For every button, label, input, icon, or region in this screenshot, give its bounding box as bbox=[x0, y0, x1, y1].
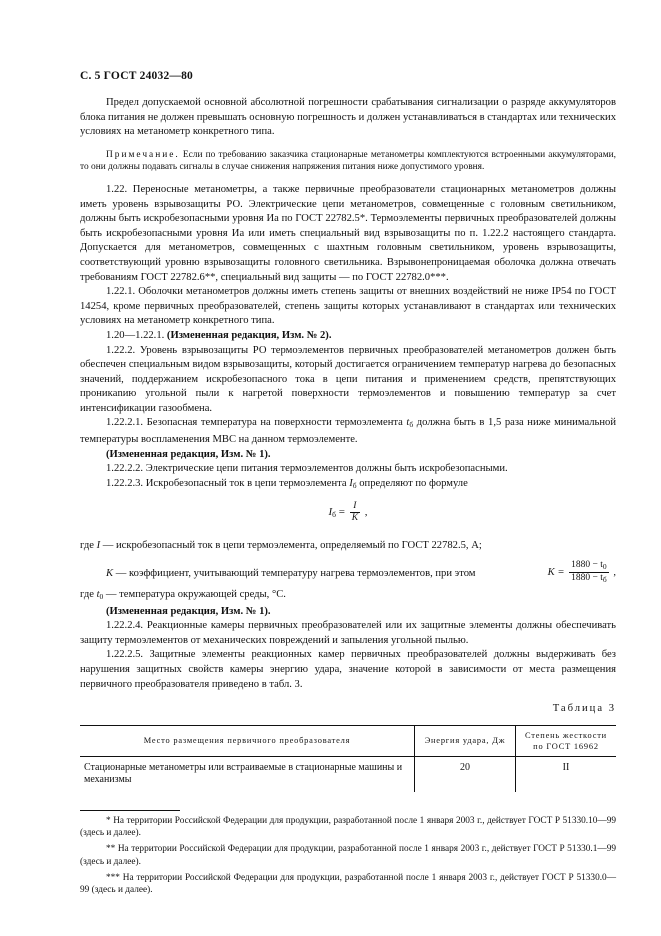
k-num-sub: 0 bbox=[602, 562, 607, 572]
formula-fraction bbox=[350, 501, 360, 524]
document-body bbox=[80, 96, 616, 897]
page-header: С. 5 ГОСТ 24032—80 bbox=[80, 70, 193, 82]
table-cell-energy: 20 bbox=[415, 756, 516, 792]
table-header-row bbox=[80, 725, 616, 756]
table-row bbox=[80, 756, 616, 792]
text-part: — температура окружающей среды, °С. bbox=[103, 589, 286, 601]
formula-lhs: I bbox=[328, 506, 333, 519]
subscript: б bbox=[352, 480, 357, 490]
formula-current bbox=[80, 501, 616, 529]
text-part: 1.22.2.1. Безопасная температура на поверхности термоэлемента bbox=[106, 417, 407, 429]
subscript: 0 bbox=[99, 592, 104, 602]
text-part: где bbox=[80, 540, 97, 552]
k-num-text: 1880 − t bbox=[571, 560, 603, 571]
table-title: Таблица 3 bbox=[552, 703, 616, 715]
text-part: — коэффициент, учитывающий температуру нагрева термоэлементов, при этом bbox=[113, 568, 476, 580]
fraction-numerator: I bbox=[350, 501, 360, 513]
variable-I: I bbox=[349, 477, 353, 489]
footnote-divider bbox=[80, 810, 180, 811]
formula-tail: , bbox=[362, 506, 368, 519]
table-cell-location: Стационарные метанометры или встраиваемые в стационарные машины и механизмы bbox=[84, 761, 403, 786]
formula-K-fraction bbox=[569, 560, 609, 585]
subscript: б bbox=[409, 420, 414, 430]
text-part: должна быть в 1,5 раза ниже минимальной температуры воспламенения МВС на данном термоэлементе. bbox=[80, 417, 616, 446]
text-part: — искробезопасный ток в цепи термоэлемента, определяемый по ГОСТ 22782.5, А; bbox=[100, 540, 482, 552]
where-t0 bbox=[80, 588, 616, 605]
footnote-1: * На территории Российской Федерации для продукции, разработанной после 1 января 2003 г., действует ГОСТ Р 51330.10—99 (здесь и далее). bbox=[80, 815, 616, 839]
formula-equals: = bbox=[335, 506, 348, 519]
paragraph-1-20-amend bbox=[80, 329, 616, 344]
fraction-denominator bbox=[569, 573, 609, 585]
amendment-note: (Измененная редакция, Изм. № 1). bbox=[106, 605, 271, 617]
formula-lhs-sub: б bbox=[332, 510, 336, 520]
amendment-note: (Измененная редакция, Изм. № 2). bbox=[166, 329, 332, 341]
variable-t: t bbox=[96, 589, 100, 601]
where-K-text bbox=[106, 567, 476, 582]
formula-tail: , bbox=[610, 566, 616, 578]
paragraph-1-22-1: 1.22.1. Оболочки метанометров должны иметь степень защиты от внешних воздействий не ниже IP54 по ГОСТ 14254, кроме первичных преобразователей, степень защиты которых устанавливают в стандартах или технических условиях на метанометр конкретного типа. bbox=[80, 286, 616, 327]
clause-range: 1.20—1.22.1. bbox=[106, 329, 167, 341]
paragraph-intro: Предел допускаемой основной абсолютной погрешности срабатывания сигнализации о разряде аккумуляторов блока питания не должен превышать основную погрешность и должен устанавливаться в стандартах или технических условиях на метанометр конкретного типа. bbox=[80, 97, 616, 138]
amendment-1a bbox=[80, 448, 616, 463]
table-3 bbox=[80, 725, 616, 792]
k-den-text: 1880 − t bbox=[571, 573, 603, 584]
footnote-3: *** На территории Российской Федерации для продукции, разработанной после 1 января 2003 г., действует ГОСТ Р 51330.0—99 (здесь и далее). bbox=[80, 872, 616, 896]
paragraph-1-22: 1.22. Переносные метанометры, а также первичные преобразователи стационарных метанометров должны иметь уровень взрывозащиты РО. Электрические цепи метанометров, совмещенные с головным светильником, должны быть искробезопасными уровня Иа по ГОСТ 22782.5*. Термоэлементы первичных преобразователей должны быть искробезопасными уровня Иа или иметь специальный вид взрывозащиты по п. 1.22.2 настоящего стандарта. Допускается для метанометров, совмещенных с шахтным головным светильником, уровень взрывозащиты, соответствующий уровню взрывозащиты головного светильника. Взрывонепроницаемая оболочка должна отвечать требованиям ГОСТ 22782.6**, специальный вид защиты — по ГОСТ 22782.0***. bbox=[80, 183, 616, 283]
table-header-energy: Энергия удара, Дж bbox=[415, 725, 516, 756]
paragraph-1-22-2-4: 1.22.2.4. Реакционные камеры первичных преобразователей или их защитные элементы должны обеспечивать защиту термоэлементов от механических повреждений и запыления угольной пылью. bbox=[80, 620, 616, 646]
note-text: Если по требованию заказчика стационарные метанометры комплектуются встроенными аккумуляторами, то они должны подавать сигналы в случае снижения напряжения питания ниже допустимого уровня. bbox=[80, 149, 616, 173]
paragraph-1-22-2-2: 1.22.2.2. Электрические цепи питания термоэлементов должны быть искробезопасными. bbox=[106, 463, 508, 475]
fraction-numerator bbox=[569, 560, 609, 573]
amendment-note: (Измененная редакция, Изм. № 1). bbox=[106, 448, 271, 460]
formula-K bbox=[548, 560, 616, 585]
paragraph-1-22-2-5: 1.22.2.5. Защитные элементы реакционных камер первичных преобразователей должны выдерживать без нарушения защитных свойств камеры энергию удара, значение которой в зависимости от места размещения первичного преобразователя приведено в табл. 3. bbox=[80, 649, 616, 690]
fraction-denominator: K bbox=[351, 513, 359, 524]
text-part: 1.22.2.3. Искробезопасный ток в цепи термоэлемента bbox=[106, 477, 350, 489]
paragraph-1-22-2-3 bbox=[80, 477, 616, 494]
formula-K-lhs: K = bbox=[547, 566, 568, 578]
variable-I: I bbox=[96, 540, 101, 552]
footnote-2: ** На территории Российской Федерации для продукции, разработанной после 1 января 2003 г., действует ГОСТ Р 51330.1—99 (здесь и далее). bbox=[80, 844, 616, 867]
paragraph-1-22-2: 1.22.2. Уровень взрывозащиты РО термоэлементов первичных преобразователей метанометров должен быть обеспечен специальным видом взрывозащиты, который достигается ограничением температур нагрева до безопасных значений, поддержанием искробезопасного тока в цепи питания и применением средств, препятствующих проникanию угольной пыли к нагретой поверхности термоэлементов и повышению температур за счет интенсификации газообмена. bbox=[80, 344, 616, 414]
table-header-severity: Степень жесткости по ГОСТ 16962 bbox=[516, 725, 617, 756]
variable-t: t bbox=[406, 417, 410, 429]
variable-K: K bbox=[106, 568, 114, 580]
text-part: определяют по формуле bbox=[356, 477, 468, 489]
note bbox=[80, 149, 616, 174]
amendment-1b bbox=[80, 605, 616, 620]
where-I bbox=[80, 539, 616, 554]
where-K bbox=[80, 560, 616, 588]
table-header-location: Место размещения первичного преобразователя bbox=[80, 725, 415, 756]
note-label: Примечание. bbox=[106, 149, 180, 160]
paragraph-1-22-2-1 bbox=[80, 416, 616, 447]
k-den-sub: б bbox=[602, 575, 607, 585]
text-part: где bbox=[80, 589, 97, 601]
table-cell-severity: II bbox=[562, 761, 570, 773]
